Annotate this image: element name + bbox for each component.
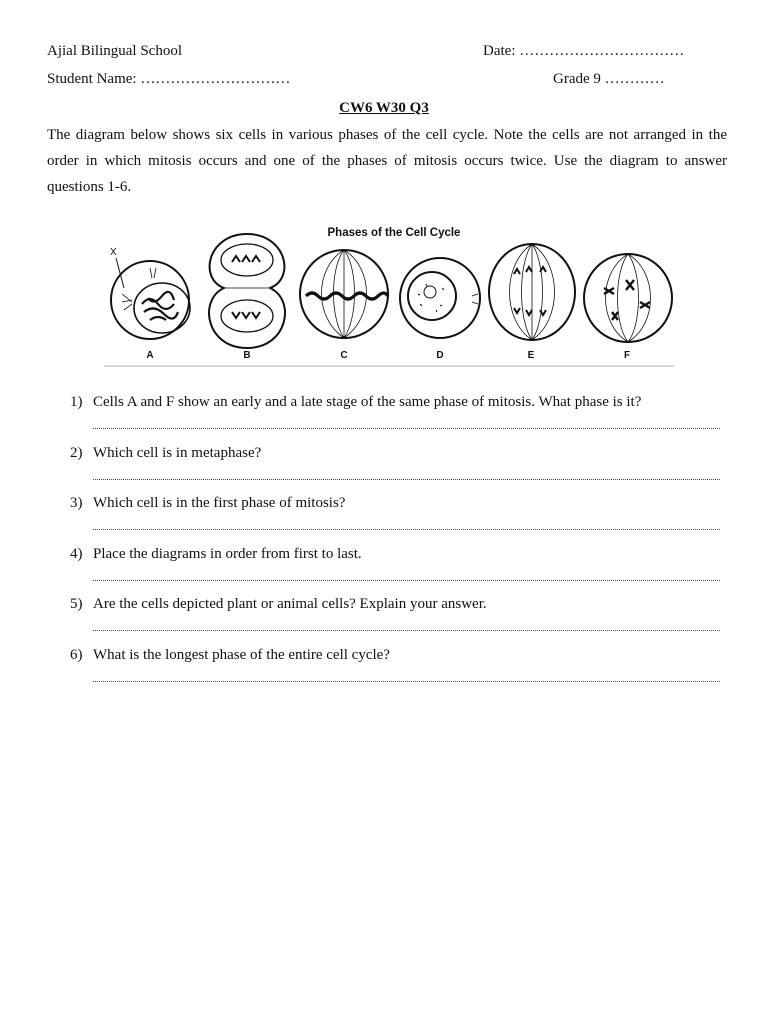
question-item [70,647,720,698]
diagram-title: Phases of the Cell Cycle [327,227,461,239]
question-item [70,445,720,496]
answer-line[interactable] [93,675,720,682]
worksheet-title: CW6 W30 Q3 [339,100,429,116]
question-text: Place the diagrams in order from first to last. [93,545,362,562]
date-field[interactable]: Date: …………………………… [483,43,685,59]
cell-label-c: C [340,350,348,361]
question-text: Are the cells depicted plant or animal cells? Explain your answer. [93,596,487,613]
cell-cycle-diagram [100,208,700,373]
question-text: What is the longest phase of the entire cell cycle? [93,646,390,663]
student-name-field[interactable]: Student Name: ………………………… [47,71,291,87]
cell-label-f: F [623,350,631,361]
answer-line[interactable] [93,624,720,631]
question-number: 2) [70,444,83,461]
question-item [70,546,720,597]
question-number: 3) [70,495,83,512]
cell-d [400,258,480,338]
answer-line[interactable] [93,473,720,480]
question-item [70,394,720,445]
cell-a [111,261,190,339]
cell-label-d: D [436,350,444,361]
cell-e [489,244,575,340]
question-item [70,495,720,546]
answer-line[interactable] [93,523,720,530]
pointer-label: X [110,247,117,258]
question-number: 6) [70,646,83,663]
question-number: 4) [70,545,83,562]
cell-label-a: A [146,350,154,361]
question-number: 5) [70,596,83,613]
cell-f [584,254,672,342]
cell-b [209,234,285,348]
question-text: Cells A and F show an early and a late stage of the same phase of mitosis. What phase is it? [93,394,642,410]
cell-c [300,250,388,338]
question-text: Which cell is in the first phase of mitosis? [93,495,346,512]
instructions-paragraph: The diagram below shows six cells in various phases of the cell cycle. Note the cells are not arranged in the order in which mitosis occurs and one of the phases of mitosis occurs twice. Use the diagram to answer questions 1-6. [47,127,727,195]
question-item [70,596,720,647]
grade-field[interactable]: Grade 9 ………… [553,71,665,87]
question-number: 1) [70,394,83,410]
answer-line[interactable] [93,422,720,429]
question-list [70,394,720,698]
cell-label-e: E [527,350,535,361]
question-text: Which cell is in metaphase? [93,444,262,461]
answer-line[interactable] [93,574,720,581]
school-name: Ajial Bilingual School [47,43,182,59]
cell-label-b: B [243,350,251,361]
